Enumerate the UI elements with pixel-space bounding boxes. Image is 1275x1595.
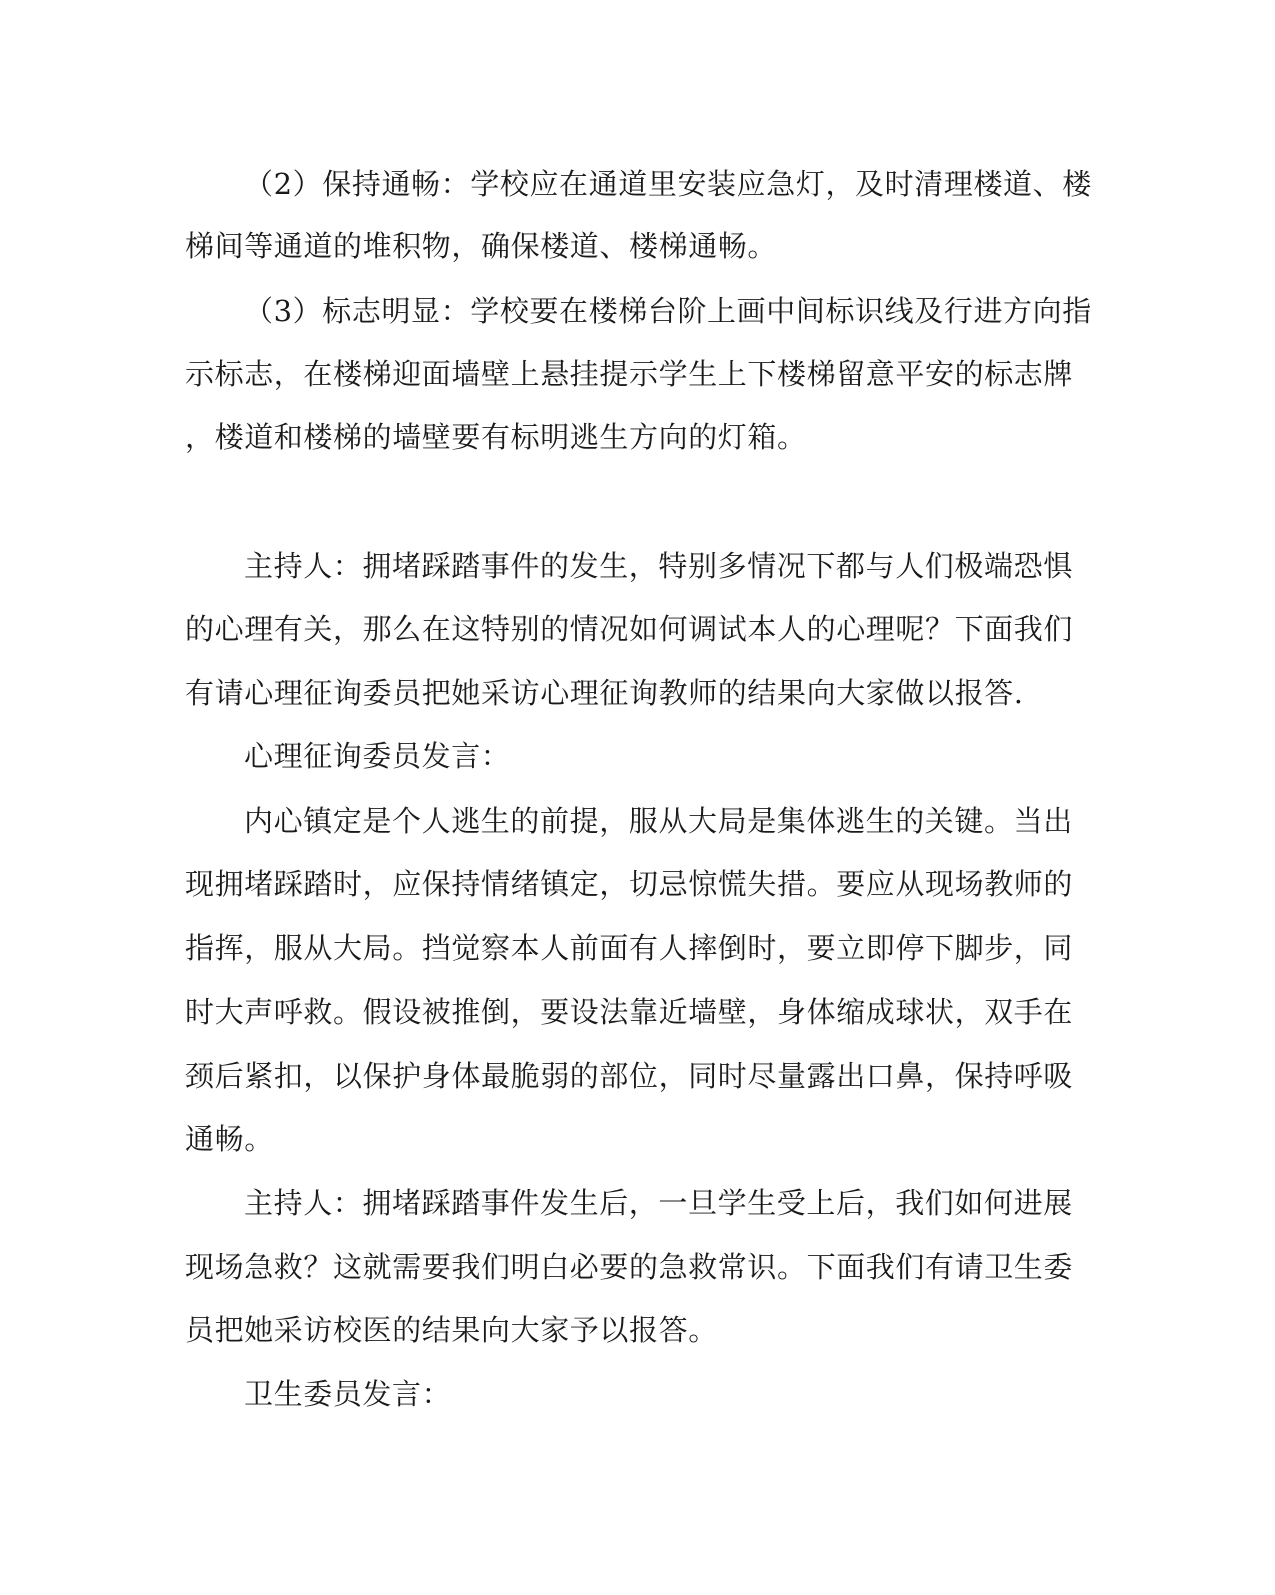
paragraph-line: 主持人：拥堵踩踏事件发生后，一旦学生受上后，我们如何进展 bbox=[244, 1186, 1073, 1220]
paragraph-line: 主持人：拥堵踩踏事件的发生，特别多情况下都与人们极端恐惧 bbox=[244, 549, 1073, 583]
paragraph-line: ，楼道和楼梯的墙壁要有标明逃生方向的灯箱。 bbox=[185, 420, 807, 454]
paragraph-line: 示标志，在楼梯迎面墙壁上悬挂提示学生上下楼梯留意平安的标志牌 bbox=[185, 357, 1074, 391]
paragraph-line: （3）标志明显：学校要在楼梯台阶上画中间标识线及行进方向指 bbox=[244, 294, 1092, 328]
paragraph-line: 的心理有关，那么在这特别的情况如何调试本人的心理呢？下面我们 bbox=[185, 612, 1074, 646]
paragraph-line: 卫生委员发言： bbox=[244, 1377, 452, 1411]
paragraph-line: 内心镇定是个人逃生的前提，服从大局是集体逃生的关键。当出 bbox=[244, 804, 1073, 838]
paragraph-line: 心理征询委员发言： bbox=[244, 739, 511, 773]
paragraph-line: 员把她采访校医的结果向大家予以报答。 bbox=[185, 1313, 718, 1347]
paragraph-line: 有请心理征询委员把她采访心理征询教师的结果向大家做以报答. bbox=[185, 676, 1024, 710]
paragraph-line: 指挥，服从大局。挡觉察本人前面有人摔倒时，要立即停下脚步，同 bbox=[185, 931, 1074, 965]
paragraph-line: 梯间等通道的堆积物，确保楼道、楼梯通畅。 bbox=[185, 229, 778, 263]
paragraph-line: 通畅。 bbox=[185, 1122, 274, 1156]
paragraph-line: 现拥堵踩踏时，应保持情绪镇定，切忌惊慌失措。要应从现场教师的 bbox=[185, 867, 1074, 901]
paragraph-line: 颈后紧扣，以保护身体最脆弱的部位，同时尽量露出口鼻，保持呼吸 bbox=[185, 1059, 1074, 1093]
paragraph-line: 时大声呼救。假设被推倒，要设法靠近墙壁，身体缩成球状，双手在 bbox=[185, 995, 1074, 1029]
paragraph-line: （2）保持通畅：学校应在通道里安装应急灯，及时清理楼道、楼 bbox=[244, 167, 1092, 201]
paragraph-line: 现场急救？这就需要我们明白必要的急救常识。下面我们有请卫生委 bbox=[185, 1250, 1074, 1284]
